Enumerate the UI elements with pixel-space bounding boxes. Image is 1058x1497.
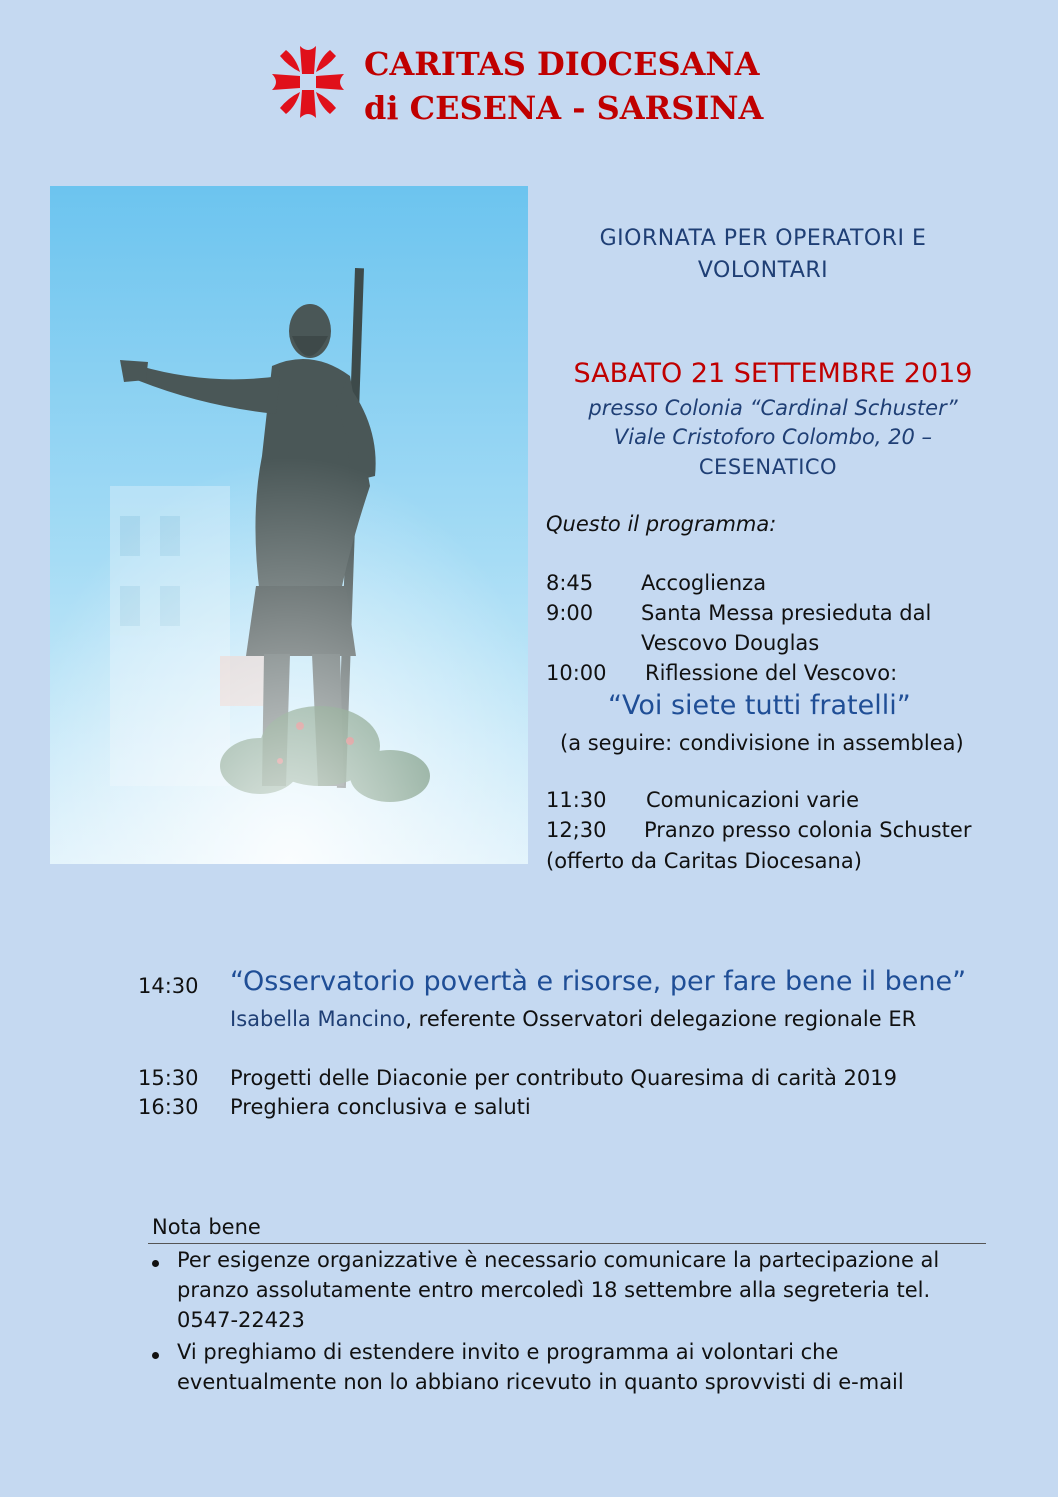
notes-heading: Nota bene (152, 1215, 261, 1239)
event-title-line2: VOLONTARI (697, 258, 829, 283)
programme-note: (offerto da Caritas Diocesana) (546, 849, 862, 873)
note-line: pranzo assolutamente entro mercoledì 18 settembre alla segreteria tel. (177, 1278, 931, 1302)
statue-photo (50, 186, 528, 864)
afternoon-item: Progetti delle Diaconie per contributo Quaresima di carità 2019 (230, 1066, 897, 1090)
afternoon-item: Preghiera conclusiva e saluti (230, 1095, 531, 1119)
event-date: SABATO 21 SETTEMBRE 2019 (573, 358, 973, 389)
event-title-line1: GIORNATA PER OPERATORI E (599, 226, 927, 251)
programme-item: Pranzo presso colonia Schuster (644, 818, 972, 842)
programme-item: Comunicazioni varie (646, 788, 860, 812)
venue-line2: Viale Cristoforo Colombo, 20 – (613, 425, 933, 449)
programme-time: 8:45 (546, 571, 594, 595)
speaker-line (230, 1007, 916, 1031)
afternoon-time: 16:30 (138, 1095, 199, 1119)
venue-line1: presso Colonia “Cardinal Schuster” (588, 396, 958, 420)
caritas-cross-logo (270, 44, 346, 120)
afternoon-time: 15:30 (138, 1066, 199, 1090)
programme-time: 11:30 (546, 788, 607, 812)
org-name-line2: di CESENA - SARSINA (364, 89, 764, 127)
programme-time: 10:00 (546, 661, 607, 685)
afternoon-time: 14:30 (138, 974, 199, 998)
afternoon-quote: “Osservatorio povertà e risorse, per fare bene il bene” (230, 966, 967, 997)
programme-time: 9:00 (546, 601, 594, 625)
speaker-role: , referente Osservatori delegazione regionale ER (405, 1007, 917, 1031)
notes-divider (148, 1243, 986, 1244)
programme-item-cont: Vescovo Douglas (641, 631, 820, 655)
programme-item: Accoglienza (641, 571, 767, 595)
venue-city: CESENATICO (698, 455, 838, 479)
note-line: 0547-22423 (177, 1308, 305, 1332)
note-line: Per esigenze organizzative è necessario comunicare la partecipazione al (177, 1248, 940, 1272)
speaker-name: Isabella Mancino (230, 1007, 406, 1031)
programme-intro: Questo il programma: (546, 512, 777, 536)
note-line: Vi preghiamo di estendere invito e programma ai volontari che (177, 1340, 839, 1364)
bullet-icon (152, 1260, 159, 1267)
org-name-line1: CARITAS DIOCESANA (364, 45, 760, 83)
programme-item: Santa Messa presieduta dal (641, 601, 932, 625)
programme-note: (a seguire: condivisione in assemblea) (560, 731, 964, 755)
programme-item: Riflessione del Vescovo: (645, 661, 898, 685)
reflection-quote: “Voi siete tutti fratelli” (608, 690, 911, 721)
programme-time: 12;30 (546, 818, 607, 842)
note-line: eventualmente non lo abbiano ricevuto in quanto sprovvisti di e-mail (177, 1370, 904, 1394)
bullet-icon (152, 1352, 159, 1359)
